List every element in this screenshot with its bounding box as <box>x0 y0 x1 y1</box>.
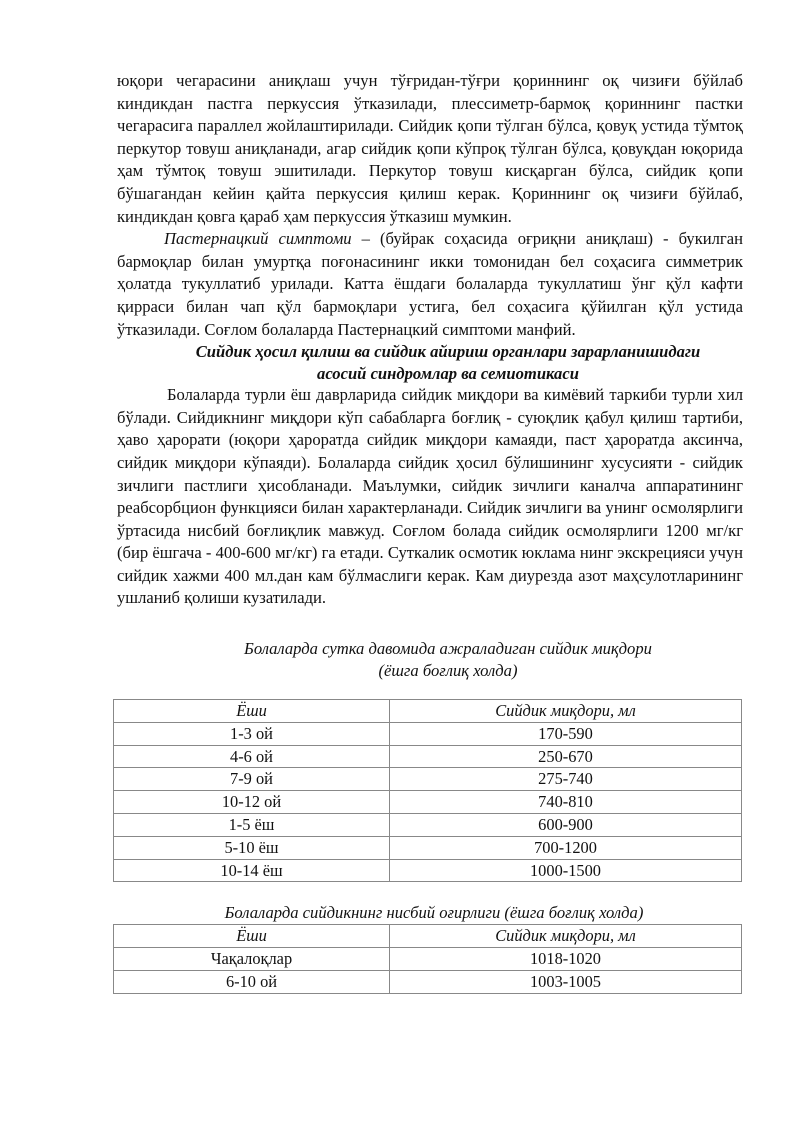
age-cell: 7-9 ой <box>114 768 390 791</box>
volume-cell: 275-740 <box>390 768 742 791</box>
column-header-age: Ёши <box>114 925 390 948</box>
age-cell: 1-5 ёш <box>114 814 390 837</box>
pasternatsky-text: – (буйрак соҳасида оғриқни аниқлаш) - букилган бармоқлар билан умуртқа поғонасининг икки томонидан бел соҳасига симметрик ҳолатда тукуллатиб урилади. Катта ёшдаги болаларда тукуллатиш ўнг қўл кафти қирраси билан чап қўл бармоқлари устига, бел соҳасига қўйилган қўл устида ўтказилади. Соғлом болаларда Пастернацкий симптоми манфий. <box>117 229 743 339</box>
table1-caption <box>117 638 743 682</box>
paragraph-percussion: юқори чегарасини аниқлаш учун тўғридан-тўғри қориннинг оқ чизиғи бўйлаб киндикдан пастга перкуссия ўтказилади, плессиметр-бармоқ қориннинг пастки чегарасига параллел жойлаштирилади. Сийдик қопи тўлган бўлса, қовуқ устида тўмтоқ перкутор товуш аниқланади, агар сийдик қопи кўпроқ тўлган бўлса, қовуқдан юқорида ҳам тўмтоқ товуш эшитилади. Перкутор товуш кисқарган бўлса, сийдик қопи бўшагандан кейин қайта перкуссия қилиш керак. Қориннинг оқ чизиғи бўйлаб, киндикдан қовга қараб ҳам перкуссия ўтказиш мумкин. <box>117 71 743 226</box>
table-row <box>114 768 742 791</box>
age-cell: 1-3 ой <box>114 722 390 745</box>
age-cell: 10-14 ёш <box>114 859 390 882</box>
table-row <box>114 814 742 837</box>
table2-caption: Болаларда сийдикнинг нисбий оғирлиги (ёшга боғлиқ холда) <box>224 903 644 923</box>
volume-cell: 700-1200 <box>390 836 742 859</box>
urine-volume-table <box>113 699 742 882</box>
urine-density-table <box>113 924 742 993</box>
section-heading-line1: Сийдик ҳосил қилиш ва сийдик айириш органлари зарарланишидаги <box>195 342 701 362</box>
column-header-age: Ёши <box>114 700 390 723</box>
age-cell: 5-10 ёш <box>114 836 390 859</box>
table-row <box>114 836 742 859</box>
table-header-row <box>114 925 742 948</box>
table-row <box>114 791 742 814</box>
section-heading-line2: асосий синдромлар ва семиотикаси <box>317 363 579 383</box>
paragraph-urine-properties: Болаларда турли ёш даврларида сийдик миқдори ва кимёвий таркиби турли хил бўлади. Сийдикнинг миқдори кўп сабабларга боғлиқ - суюқлик қабул қилиш тартиби, ҳаво ҳарорати (юқори ҳароратда сийдик миқдори камаяди, паст ҳароратда аксинча, сийдик миқдори кўпаяди). Болаларда сийдик ҳосил бўлишининг хусусияти - сийдик зичлиги пастлиги ҳисобланади. Маълумки, сийдик зичлиги каналча аппаратининг реабсорбцион функцияси билан характерланади. Сийдик зичлиги ва унинг осмолярлиги ўртасида нисбий боғлиқлик мавжуд. Соғлом болада сийдик осмолярлиги 1200 мг/кг (бир ёшгача - 400-600 мг/кг) га етади. Суткалик осмотик юклама нинг экскрецияси учун сийдик хажми 400 мл.дан кам бўлмаслиги керак. Кам диурезда азот маҳсулотларининг ушланиб қолиши кузатилади. <box>117 385 743 608</box>
density-cell: 1018-1020 <box>390 948 742 971</box>
pasternatsky-term: Пастернацкий симптоми <box>164 229 352 249</box>
paragraph-pasternatsky <box>117 228 743 341</box>
section-heading <box>117 341 743 384</box>
age-cell: 10-12 ой <box>114 791 390 814</box>
table-header-row <box>114 700 742 723</box>
table-row <box>114 971 742 994</box>
table-row <box>114 722 742 745</box>
column-header-volume: Сийдик миқдори, мл <box>390 925 742 948</box>
density-cell: 1003-1005 <box>390 971 742 994</box>
table-row <box>114 948 742 971</box>
table-row <box>114 859 742 882</box>
table1-caption-line2: (ёшга боғлиқ холда) <box>378 661 518 681</box>
volume-cell: 600-900 <box>390 814 742 837</box>
age-cell: 6-10 ой <box>114 971 390 994</box>
document-page <box>117 70 743 994</box>
volume-cell: 740-810 <box>390 791 742 814</box>
volume-cell: 170-590 <box>390 722 742 745</box>
table1-caption-line1: Болаларда сутка давомида ажраладиган сийдик миқдори <box>244 639 652 659</box>
table-row <box>114 745 742 768</box>
age-cell: Чақалоқлар <box>114 948 390 971</box>
age-cell: 4-6 ой <box>114 745 390 768</box>
column-header-volume: Сийдик миқдори, мл <box>390 700 742 723</box>
volume-cell: 1000-1500 <box>390 859 742 882</box>
volume-cell: 250-670 <box>390 745 742 768</box>
